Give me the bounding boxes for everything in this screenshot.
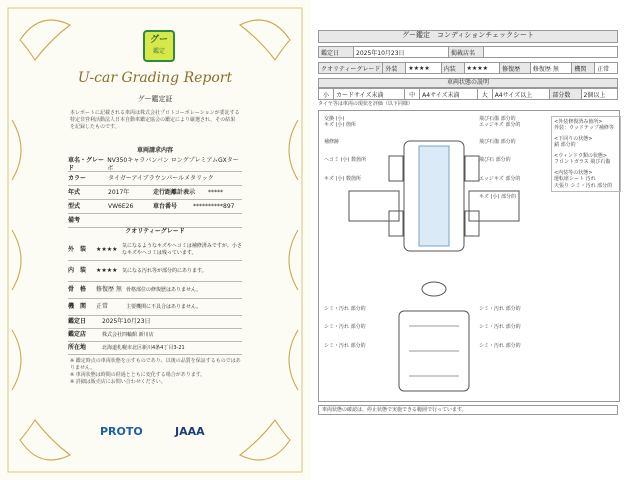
interior-notes-left: シミ・汚れ 部分的 シミ・汚れ 部分的 シミ・汚れ 部分的 (324, 305, 366, 349)
proto-logo (100, 425, 143, 438)
jaaa-logo-text: JAAA (175, 425, 205, 438)
mechanical-status: 正常 (96, 303, 109, 310)
vehicle-year: 2017年 (108, 188, 130, 196)
vehicle-name: NV350キャラバンバン ロングプレミアムGXターボ (107, 156, 239, 172)
goo-badge: グー 鑑定 (143, 30, 175, 62)
footnotes: ※ 鑑定時点の車両状態を示すものであり、以後の品質を保証するものではありません。 ※ 車両状態は時間の経過とともに変化する場合があります。 ※ 詳細は販売店にお問い合わせください。 (70, 358, 241, 385)
quality-section-title: クオリティーグレード (125, 228, 185, 235)
report-subtitle: グー鑑定証 (137, 95, 173, 103)
certificate-panel (0, 0, 310, 480)
size-legend: 小 カードサイズ未満 中 A4サイズ未満 大 A4サイズ以上 部分数 2個以上 (318, 88, 618, 100)
quality-table: 外 装 ★★★★ 気になるようなキズやヘコミは補修済みですが、小さなキズやヘコミは残っています。 内 装 ★★★★ 気になる汚れ等が部分的にあります。 骨 格 修復歴 無 骨格部位の修復歴はありません。 機 関 正常 主要機関に不具合はありません。 (68, 240, 242, 316)
vehicle-section-title: 車両請求内容 (136, 147, 173, 154)
sheet-int-stars: ★★★★ (464, 63, 500, 74)
bottom-note: 車両状態の確認は、停止状態で実施できる範囲で行っています。 (318, 405, 618, 416)
callouts-right: 飛び石傷 部分的 エッジキズ 部分的 飛び石傷 部分的 飛び石 部分的 エッジキズ 部分的 キズ (小) 部分的 (479, 115, 521, 200)
sheet-engine: 正常 (595, 63, 618, 74)
jaaa-logo (175, 425, 205, 438)
quality-row: クオリティーグレード 外装 ★★★★ 内装 ★★★★ 修復歴 修復歴 無 機関 正常 (318, 62, 618, 74)
interior-notes-right: シミ・汚れ 部分的 シミ・汚れ 部分的 シミ・汚れ 部分的 (479, 305, 521, 349)
sheet-date: 2025年10月23日 (354, 47, 449, 58)
vehicle-mileage: ***** (208, 188, 223, 196)
exterior-stars: ★★★★ (96, 246, 118, 253)
interior-stars: ★★★★ (96, 267, 118, 274)
inspection-info: 鑑定日 2025年10月23日 鑑定店 株式会社四輪館 新川店 所在地 北海道札幌市北区新川4条4丁目3-21 (68, 316, 242, 355)
inspection-address: 北海道札幌市北区新川4条4丁目3-21 (102, 344, 185, 351)
callouts-left: 交換 (小) キズ (小) 箇所 補修跡 ヘコミ (小) 数箇所 キズ (小) 数箇所 (324, 115, 367, 182)
vehicle-model: VW6E26 (108, 202, 134, 210)
sheet-title: グー鑑定 コンディションチェックシート (318, 30, 618, 43)
date-row: 鑑定日 2025年10月23日 掲載店名 (318, 46, 618, 58)
legend-note: タイヤ等は車両の現状を評価（以下同様） (318, 101, 413, 107)
shop-name (484, 47, 618, 58)
diagram-area (318, 110, 620, 402)
sheet-ext-stars: ★★★★ (406, 63, 442, 74)
report-title: U-car Grading Report (77, 70, 233, 86)
vehicle-color: タイガーアイブラウンパールメタリック (108, 174, 214, 182)
vehicle-chassis: **********897 (193, 202, 235, 210)
state-header: 車両状態の説明 (318, 78, 618, 88)
inspection-date: 2025年10月23日 (102, 318, 151, 325)
inspection-shop: 株式会社四輪館 新川店 (102, 331, 154, 338)
damage-count: 2個以上 (581, 89, 617, 100)
report-intro: 本レポートに記載される車両は株式会社プロトコーポレーションが委託する特定非営利活動法人日本自動車鑑定協会の鑑定により厳選され、その結果を記録したものです。 (70, 110, 240, 130)
condition-sheet (318, 30, 618, 440)
repair-history: 修復歴 無 (96, 286, 122, 293)
side-notes: <外装修復済み箇所> 外装：ウッドテップ補修等 <下回りの状態> 錆 部分的 <ウィンドウ類の状態> フロントガラス 飛び石傷 <内装等の状態> 運転席シート 汚れ 天張り シミ・汚れ 部分的 (551, 116, 621, 193)
sheet-repair: 修復歴 無 (530, 63, 571, 74)
proto-logo-text: PROTO (100, 425, 143, 438)
vehicle-table: 車名・グレード NV350キャラバンバン ロングプレミアムGXターボ カラー タイガーアイブラウンパールメタリック 年式 2017年 走行距離計表示 ***** 型式 VW6E26 車台番号 **********897 備考 (68, 158, 242, 228)
